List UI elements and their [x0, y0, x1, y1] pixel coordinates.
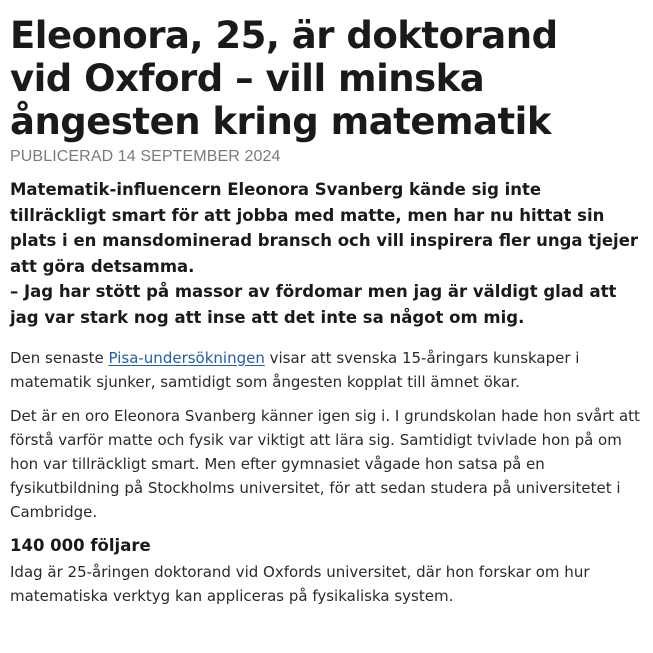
lead-paragraph: Matematik-influencern Eleonora Svanberg kände sig inte tillräckligt smart för att jobba med matte, men har nu hittat sin plats i en mansdominerad bransch och vill inspirera fler unga tjejer att göra detsamma. [10, 180, 639, 276]
article-body [10, 346, 645, 608]
publish-date: PUBLICERAD 14 SEPTEMBER 2024 [10, 148, 281, 165]
body-paragraph-2: Det är en oro Eleonora Svanberg känner igen sig i. I grundskolan hade hon svårt att förstå varför matte och fysik var viktigt att lära sig. Samtidigt tvivlade hon på om hon var tillräckligt smart. Men efter gymnasiet vågade hon satsa på en fysikutbildning på Stockholms universitet, för att sedan studera på universitetet i Cambridge. [10, 407, 640, 521]
body-paragraph-3: Idag är 25-åringen doktorand vid Oxfords universitet, där hon forskar om hur matematiska verktyg kan appliceras på fysikaliska system. [10, 563, 590, 605]
lead-quote: – Jag har stött på massor av fördomar men jag är väldigt glad att jag var stark nog att inse att det inte sa något om mig. [10, 282, 617, 327]
paragraph-1-text-start: Den senaste [10, 349, 109, 367]
body-paragraph-1 [10, 346, 645, 394]
pisa-link[interactable]: Pisa-undersökningen [108, 349, 265, 367]
article-headline: Eleonora, 25, är doktorand vid Oxford – vill minska ångesten kring matematik [10, 14, 558, 143]
article-lead [10, 177, 640, 330]
paragraph-1-text-end: visar att svenska 15-åringars kunskaper i matematik sjunker, samtidigt som ångesten kopplat till ämnet ökar. [10, 349, 580, 391]
section-subheading: 140 000 följare [10, 536, 151, 555]
